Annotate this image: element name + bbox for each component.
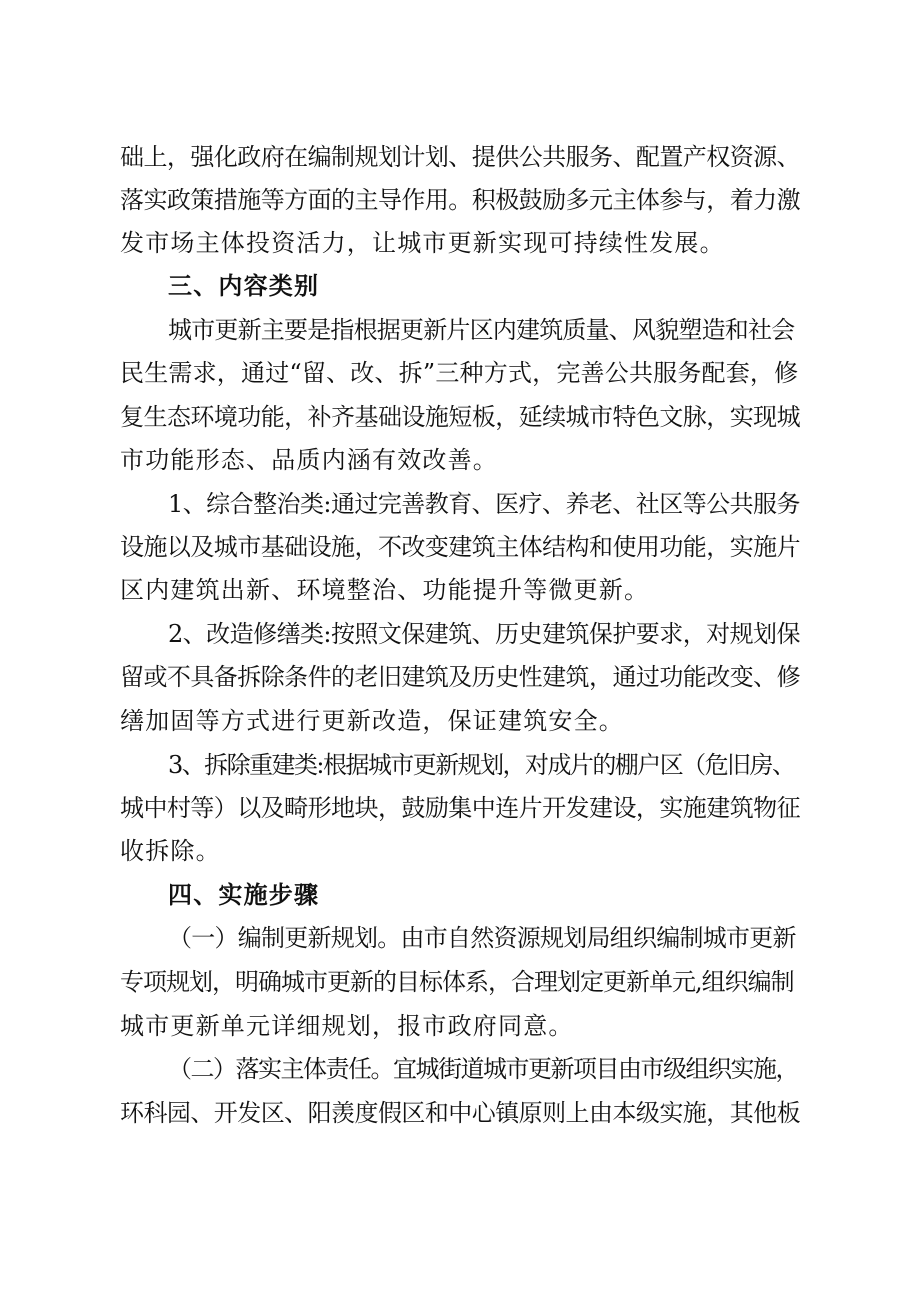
- body-text-line: 民生需求，通过“留、改、拆”三种方式，完善公共服务配套，修: [120, 359, 799, 387]
- section-heading: 三、内容类别: [168, 272, 320, 300]
- list-item-line: 设施以及城市基础设施，不改变建筑主体结构和使用功能，实施片: [120, 533, 801, 561]
- list-item-line: 缮加固等方式进行更新改造，保证建筑安全。: [120, 707, 624, 735]
- list-item-line: 收拆除。: [120, 837, 221, 865]
- body-text-line: 础上，强化政府在编制规划计划、提供公共服务、配置产权资源、: [120, 143, 801, 171]
- list-item-line: 城中村等）以及畸形地块，鼓励集中连片开发建设，实施建筑物征: [120, 794, 801, 822]
- list-item-line: 3、拆除重建类:根据城市更新规划，对成片的棚户区（危旧房、: [168, 751, 795, 779]
- list-item-line: 区内建筑出新、环境整治、功能提升等微更新。: [120, 576, 650, 604]
- body-text-line: 落实政策措施等方面的主导作用。积极鼓励多元主体参与，着力激: [120, 186, 801, 214]
- step-text-line: 专项规划，明确城市更新的目标体系，合理划定更新单元,组织编制: [120, 968, 794, 996]
- list-item-line: 留或不具备拆除条件的老旧建筑及历史性建筑，通过功能改变、修: [120, 663, 801, 691]
- step-text-line: 环科园、开发区、阳羡度假区和中心镇原则上由本级实施，其他板: [120, 1099, 801, 1127]
- step-text-line: （一）编制更新规划。由市自然资源规划局组织编制城市更新: [168, 924, 796, 952]
- step-text-line: 城市更新单元详细规划，报市政府同意。: [120, 1012, 574, 1040]
- section-heading: 四、实施步骤: [168, 881, 320, 909]
- list-item-line: 1、综合整治类:通过完善教育、医疗、养老、社区等公共服务: [168, 490, 800, 518]
- body-text-line: 发市场主体投资活力，让城市更新实现可持续性发展。: [120, 229, 725, 257]
- step-text-line: （二）落实主体责任。宜城街道城市更新项目由市级组织实施，: [168, 1055, 798, 1083]
- body-text-line: 复生态环境功能，补齐基础设施短板，延续城市特色文脉，实现城: [120, 403, 801, 431]
- body-text-line: 城市更新主要是指根据更新片区内建筑质量、风貌塑造和社会: [168, 316, 795, 344]
- list-item-line: 2、改造修缮类:按照文保建筑、历史建筑保护要求，对规划保: [168, 620, 800, 648]
- body-text-line: 市功能形态、品质内涵有效改善。: [120, 446, 498, 474]
